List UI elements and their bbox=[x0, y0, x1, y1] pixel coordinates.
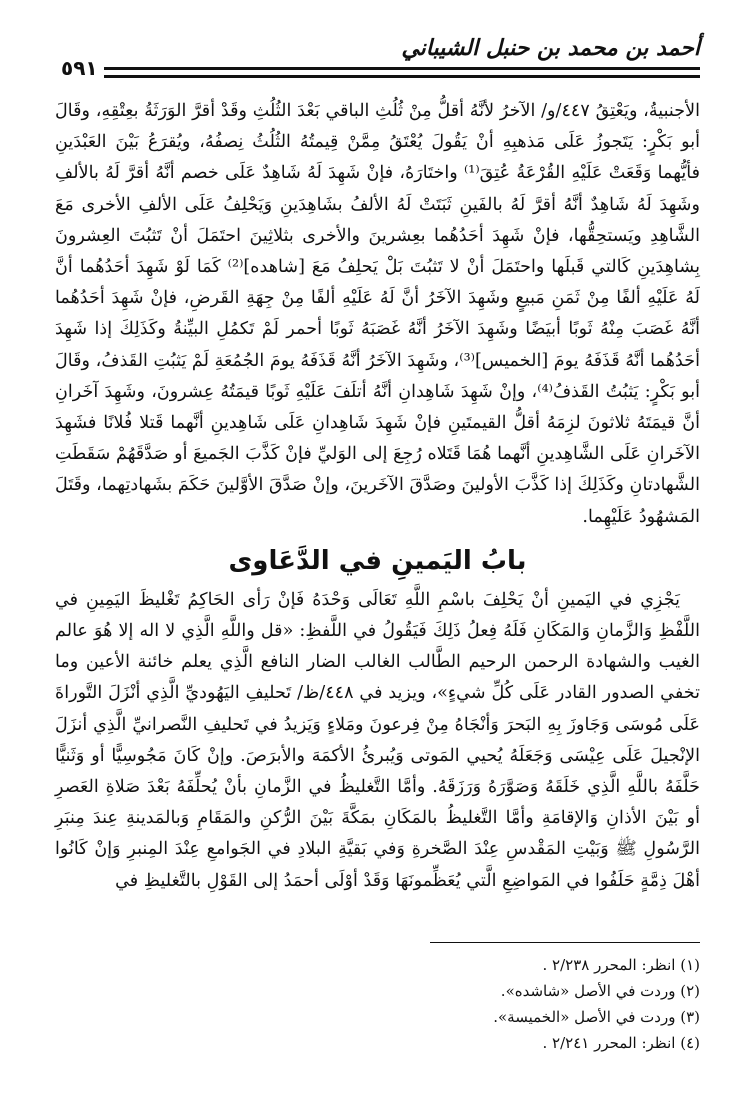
running-head-author: أحمد بن محمد بن حنبل الشيباني bbox=[401, 36, 700, 61]
footnote-2: (٢) وردت في الأصل «شاشده». bbox=[500, 982, 700, 1000]
page-number: ٥٩١ bbox=[55, 56, 104, 80]
header-rule-bottom bbox=[55, 75, 700, 78]
footnote-separator bbox=[430, 942, 700, 943]
section-title: بابُ اليَمينِ في الدَّعَاوى bbox=[228, 545, 527, 576]
page-header bbox=[55, 36, 700, 96]
footnote-3: (٣) وردت في الأصل «الخميسة». bbox=[493, 1008, 700, 1026]
footnote-1: (١) انظر: المحرر ٢/٢٣٨ . bbox=[542, 956, 700, 974]
paragraph-2: يَجْزِي في اليَمينِ أنْ يَحْلِفَ باسْمِ اللَّهِ تَعَالَى وَحْدَهُ فَإنْ رَأى الحَاكِمُ تَغْليظَ اليَمِينِ في اللَّفْظِ وَالزَّمانِ وَالمَكَانِ فَلَهُ فِعلُ ذَلِكَ فَيَقُولُ في اللَّفظِ: «قل واللَّهِ الَّذِي لا اله إلا هُوَ عالم الغيب والشهادة الرحمن الرحيم الطَّالب الغالب الضار النافع الَّذِي يعلم خائنة الأعين وما تخفي الصدور القادر عَلَى كُلِّ شيءٍ»، ويزيد في ٤٤٨/ظ/ تَحليفِ اليَهُوديِّ الَّذِي أنْزَلَ التَّوراةَ عَلَى مُوسَى وَجَاوزَ بِهِ البَحرَ وَأنْجَاهُ مِنْ فِرعونَ ومَلاءٍ وَيَزيدُ في تَحليفِ النَّصرانيِّ الَّذِي أنزَلَ الإنْجيلَ عَلَى عِيْسَى وَجَعَلَهُ يُحيي المَوتى وَيُبرئُ الأكمَهَ والأبرَصَ. وإنْ كَانَ مَجُوسِيًّا أو وَثَنيًّا حَلَّفَهُ باللَّهِ الَّذِي خَلَقَهُ وَصَوَّرَهُ وَرَزَقَهُ. وأمَّا التَّغليظُ في الزَّمانِ بأنْ يُحلِّفَهُ بَعْدَ صَلاةِ العَصرِ أو بَيْنَ الأذانِ وَالإقامَةِ وأمَّا التَّغليظُ بالمَكَانِ بمَكَّةَ بَيْنَ الرُّكنِ والمَقَامِ وَبالمَدينةِ عِندَ مِنبَرِ الرَّسُولِ ﷺ وَبَيْتِ المَقْدسِ عِنْدَ الصَّخرةِ وَفي بَقيَّةِ البلادِ في الجَوامعِ عِنْدَ المِنبرِ وَإنْ كَانُوا أهْلَ ذِمَّةٍ حَلَفُوا في المَواضِعِ الَّتي يُعَظِّمونَهَا وَقَدْ أوْلَى أحمَدُ إلى القَوْلِ بالتَّغليظِ في bbox=[55, 589, 700, 891]
header-rule-top bbox=[55, 67, 700, 70]
footnotes bbox=[380, 952, 700, 1056]
paragraph-1: الأجنبيةُ، ويَعْتِقُ ٤٤٧/و/ الآخرُ لأنَّهُ أقلُّ مِنْ ثُلُثِ الباقي بَعْدَ الثُلُثِ وقَدْ أقرَّ الوَرَثَةُ بعِتْقِهِ، وقَالَ أبو بَكْرٍ: يَتَجوزُ عَلَى مَذهبِهِ أنْ يَقُولَ يُعْتَقُ مِمَّنْ قِيمتُهُ الثُلُثُ نِصفُهُ، ويُقرَعُ بَيْنَ العَبْدَينِ فأيُّهما وَقَعَتْ عَلَيْهِ القُرْعَةُ عُتِقَ⁽¹⁾ واختَارَهُ، فإنْ شَهِدَ لَهُ شَاهِدٌ عَلَى خصم أنَّهُ أقرَّ لَهُ بالألفِ وشَهِدَ لَهُ شَاهِدٌ أنَّهُ أقرَّ لَهُ بالفَينِ ثَبَتَتْ لَهُ الألفُ بشَاهِدَينِ وَيَحْلِفُ عَلَى الألفِ الأخرى مَعَ الشَّاهِدِ ويَستحِقُّها، فإنْ شَهِدَ أحَدُهُما بعِشرينَ والأخرى بثلاثِينَ احتَمَلَ أنْ تَثبُتَ العِشرونَ بِشاهِدَينِ كَالتي قَبلَها واحتَمَلَ أنْ لا تَثبُتَ بَلْ يَحلِفُ مَعَ [شاهده]⁽²⁾ كَمَا لَوْ شَهِدَ أحَدُهُما أنَّ لَهُ عَلَيْهِ ألفًا مِنْ ثَمَنِ مَبيعٍ وشَهِدَ الآخَرُ أنَّ لَهُ عَلَيْهِ ألفًا مِنْ جِهَةِ القَرضِ، فإنْ شَهِدَ أحَدُهُما أنَّهُ غَصَبَ مِنْهُ ثَوبًا أبيَضًا وشَهِدَ الآخَرُ أنَّهُ غَصَبَهُ ثَوبًا أحمر لَمْ تَكمُلِ البيِّنةُ وكَذَلِكَ إذا شَهِدَ أحَدُهُما أنَّهُ قَذَفَهُ يومَ [الخميس]⁽³⁾، وشَهِدَ الآخَرُ أنَّهُ قَذَفَهُ يومَ الجُمُعَةِ لَمْ يَثبُتِ القَذفُ، وقَالَ أبو بَكْرٍ: يَثبُتُ القَذفُ⁽⁴⁾، وإنْ شَهِدَ شَاهِدانِ أنَّهُ أتلَفَ عَلَيْهِ ثَوبًا قيمَتُهُ عِشرونَ، وشَهِدَ آخَرانِ أنَّ قيمَتَهُ ثلاثونَ لزِمَهُ أقلُّ القيمتَينِ فإنْ شَهِدَ شَاهِدانِ عَلَى شَاهِدينِ أنَّهما قَتلا فُلانًا فشَهِدَ الآخَرانِ عَلَى الشَّاهِدينِ أنَّهما هُمَا قَتَلاه رُجِعَ إلى الوَليِّ فإنْ كَذَّبَ الجَميعَ أو صَدَّقَهُمْ سَقَطَتِ الشَّهادتانِ وكَذَلِكَ إذا كَذَّبَ الأولينَ وصَدَّقَ الآخَرينَ، وإنْ صَدَّقَ الأوَّلينَ حَكَمَ بشَهادتِهما، وقَتَلَ المَشهُودُ عَلَيْهِما. bbox=[55, 101, 701, 527]
main-text bbox=[55, 96, 700, 897]
footnote-4: (٤) انظر: المحرر ٢/٢٤١ . bbox=[542, 1034, 700, 1052]
